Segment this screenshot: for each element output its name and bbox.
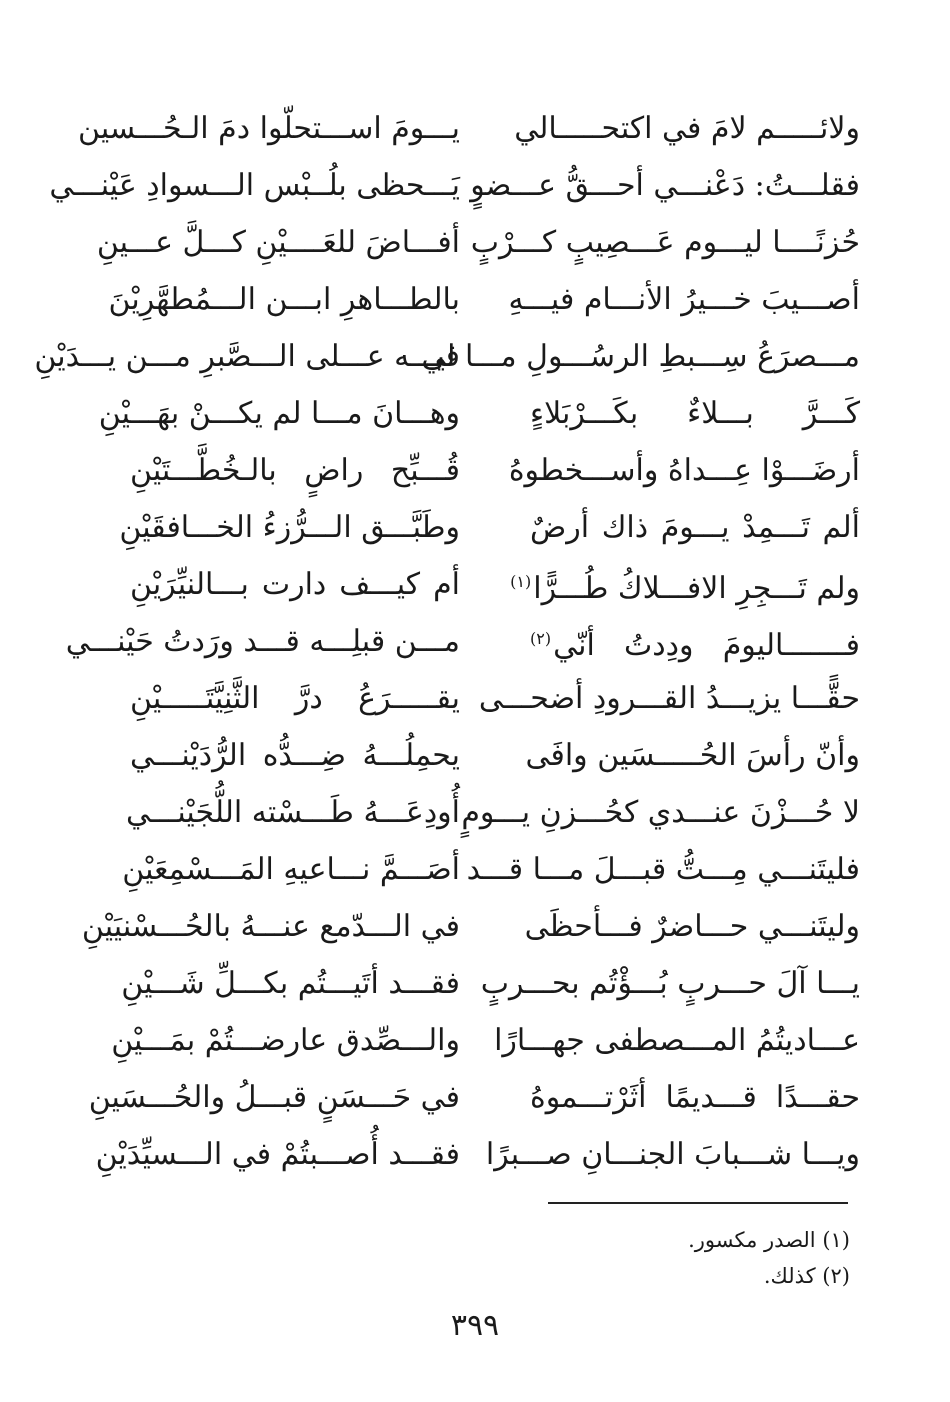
hemistich-text: لا حُـــزْنَ عنـــدي كحُـــزنِ يـــومٍ [461,795,860,830]
verse-second-hemistich: والـــصِّدق عارضـــتُمْ بمَـــيْنِ [111,1023,460,1058]
hemistich-text: ألم تَـــمِدْ يـــومَ ذاك أرضٌ [530,510,860,545]
verse-first-hemistich [530,610,860,674]
verse-first-hemistich [478,670,860,727]
poem-body [34,100,860,1183]
hemistich-text: أصـــيبَ خـــيرُ الأنـــام فيـــهِ [508,282,860,317]
verse-line [34,328,860,385]
verse-first-hemistich [508,271,860,328]
verse-line [100,271,860,328]
verse-line [100,442,860,499]
hemistich-text: مـــصرَعُ سِـــبطِ الرسُـــولِ مـــا لي [421,339,860,374]
page-number: ٣٩٩ [450,1308,500,1343]
footnote-marker: (١) [510,571,532,591]
hemistich-text: عـــاديتُمُ المـــصطفى جهـــارًا [494,1023,860,1058]
verse-line [100,556,860,613]
verse-second-hemistich: أُودِعَـــهُ طَـــسْته اللُّجَيْنـــي [126,795,460,830]
verse-second-hemistich: أفـــاضَ للعَــــيْنِ كـــلَّ عـــينِ [96,225,460,260]
verse-line [88,1069,860,1126]
hemistich-text: يـــا آلَ حـــربٍ بُـــؤْتُم بحـــربٍ [480,966,860,1001]
verse-second-hemistich: يَـــحظى بلُــبْس الـــسوادِ عَيْنـــي [49,168,460,203]
verse-second-hemistich: أم كيـــف دارت بـــالنيِّرَيْنِ [130,567,460,602]
verse-first-hemistich [466,841,860,898]
verse-line [65,613,860,670]
verse-first-hemistich [494,1012,860,1069]
verse-first-hemistich [470,157,860,214]
verse-line [100,955,860,1012]
verse-second-hemistich: قُـــبِّح راضٍ بالـخُطَّـــتَيْنِ [130,453,460,488]
verse-second-hemistich: وطَبَّـــق الـــرُّزءُ الخـــافقَيْنِ [119,510,460,545]
hemistich-text: وليتَنـــي حـــاضرٌ فـــأحظَى [524,909,860,944]
verse-line [100,841,860,898]
footnotes [450,1222,850,1294]
verse-second-hemistich: في الـــدّمع عنـــهُ بالحُـــسْنيَيْنِ [81,909,460,944]
hemistich-text: كَـــرَّ بـــلاءٌ بكَـــرْبَلاءٍ [530,396,860,431]
verse-line [100,385,860,442]
verse-second-hemistich: فيـــه عـــلى الـــصَّبرِ مـــن يـــدَيْنِ [34,339,460,374]
verse-line [100,727,860,784]
verse-first-hemistich [485,1126,860,1183]
verse-first-hemistich [524,898,860,955]
verse-first-hemistich [480,955,860,1012]
verse-line [100,1012,860,1069]
verse-line [81,898,860,955]
verse-line [96,214,860,271]
verse-first-hemistich [525,727,860,784]
hemistich-text: ولائـــــم لامَ في اكتحـــــالي [514,111,860,146]
footnote-item: (١) الصدر مكسور. [688,1228,850,1252]
verse-first-hemistich [514,100,860,157]
hemistich-text: فليتَنـــي مِـــتُّ قبـــلَ مـــا قـــد [466,852,860,887]
verse-first-hemistich [461,784,860,841]
footnote-item: (٢) كذلك. [763,1264,850,1288]
hemistich-text: فـــــــاليومَ ودِدتُ أنّي [553,627,860,663]
verse-first-hemistich [530,1069,860,1126]
verse-line [100,670,860,727]
verse-second-hemistich: فقـــد أتَيـــتُم بكـــلِّ شَـــيْنِ [121,966,460,1001]
verse-second-hemistich: يـــومَ اســـتحلّوا دمَ الـحُـــسين [77,111,460,146]
hemistich-text: ويـــا شـــبابَ الجنـــانِ صـــبرًا [485,1137,860,1172]
verse-second-hemistich: يحمِلُـــهُ ضِـــدُّه الرُّدَيْنـــي [130,738,460,773]
verse-line [100,784,860,841]
verse-line [77,100,860,157]
hemistich-text: حُزنًــــا ليـــوم عَـــصِيبٍ كـــرْبٍ [470,225,860,260]
verse-first-hemistich [530,499,860,556]
verse-second-hemistich: مـــن قبلِـــه قـــد ورَدتُ حَيْنـــي [65,624,460,659]
verse-first-hemistich [470,214,860,271]
hemistich-text: أرضَـــوْا عِـــداهُ وأســـخطوهُ [508,453,860,488]
verse-second-hemistich: في حَـــسَنٍ قبـــلُ والحُـــسَينِ [88,1080,460,1115]
footnote-marker: (٢) [530,628,552,648]
hemistich-text: حقًّـــا يزيـــدُ القـــرودِ أضحـــى [478,681,860,716]
verse-line [100,499,860,556]
verse-first-hemistich [421,328,860,385]
footnote-separator [548,1202,848,1204]
hemistich-text: وأنّ رأسَ الحُـــــسَين وافَى [525,738,860,773]
verse-line [95,1126,860,1183]
verse-first-hemistich [530,385,860,442]
verse-first-hemistich [510,553,860,617]
verse-first-hemistich [508,442,860,499]
hemistich-text: حقـــدًا قـــديمًا أثَرْتـــموهُ [530,1080,860,1115]
verse-second-hemistich: يقـــــرَعُ درَّ الثَّنِيَّتَـــــيْنِ [130,681,460,716]
verse-second-hemistich: بالطـــاهرِ ابـــن الـــمُطهَّرِيْنَ [108,282,460,317]
hemistich-text: ولم تَـــجِرِ الافـــلاكُ طُـــرًّا [533,570,860,606]
hemistich-text: فقلـــتُ: دَعْنـــي أحـــقُّ عـــضوٍ [470,168,860,203]
verse-second-hemistich: فقـــد أُصـــبتُمْ في الـــسيِّدَيْنِ [95,1137,460,1172]
verse-second-hemistich: وهـــانَ مـــا لم يكـــنْ بهَـــيْنِ [98,396,460,431]
verse-second-hemistich: أصَـــمَّ نـــاعيهِ المَـــسْمِعَيْنِ [122,852,460,887]
verse-line [49,157,860,214]
